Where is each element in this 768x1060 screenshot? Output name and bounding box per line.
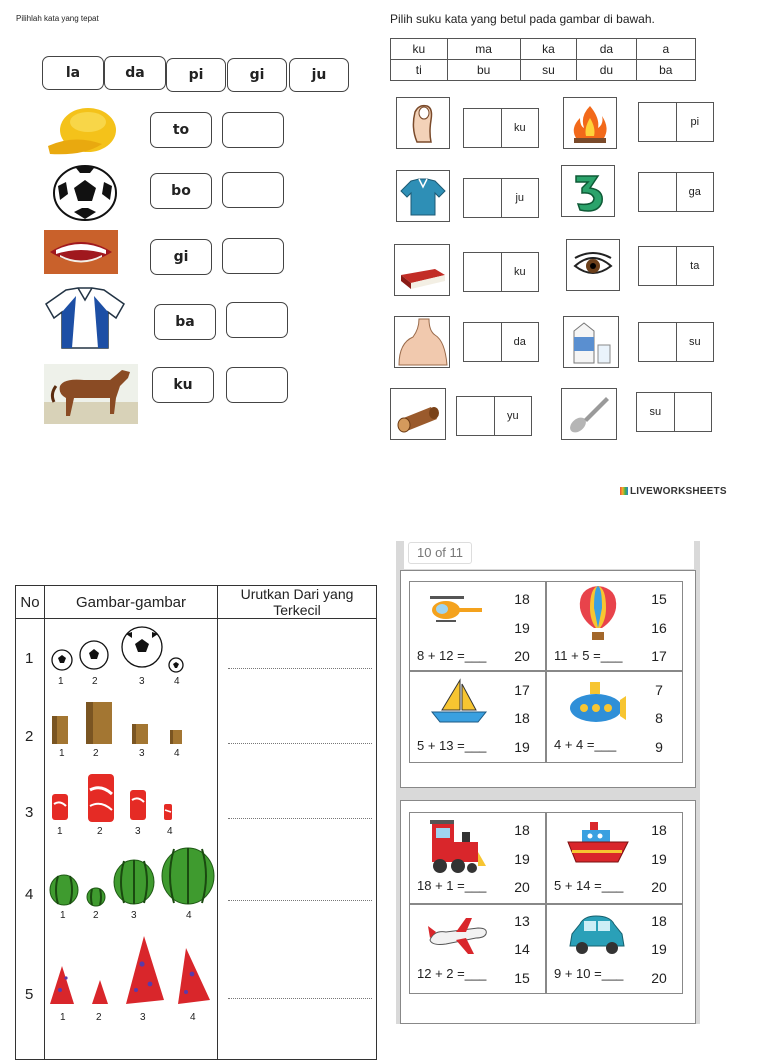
row-number: 3 [25, 804, 34, 821]
answer-option[interactable]: 19 [651, 941, 667, 957]
table-cell: ma [447, 39, 520, 60]
syllable-label: ta [690, 260, 700, 272]
syllable-label: su [688, 336, 701, 348]
book-picture [394, 244, 450, 296]
row-number: 4 [25, 886, 34, 903]
answer-option[interactable]: 20 [651, 970, 667, 986]
answer-option[interactable]: 18 [651, 913, 667, 929]
answer-option[interactable]: 20 [651, 879, 667, 895]
item-label: 1 [59, 748, 65, 759]
boxes-picture [48, 698, 188, 748]
syllable-box: gi [150, 239, 212, 275]
answer-option[interactable]: 20 [514, 648, 530, 664]
answer-option[interactable]: 15 [651, 591, 667, 607]
equation: 12 + 2 =___ [417, 966, 487, 981]
table-cell: ba [636, 60, 695, 81]
answer-option[interactable]: 18 [514, 591, 530, 607]
fire-picture [563, 97, 617, 149]
page-indicator: 10 of 11 [408, 542, 472, 564]
answer-box[interactable] [222, 238, 284, 274]
item-label: 2 [97, 826, 103, 837]
spoon-picture [561, 388, 617, 440]
choice-box[interactable]: gi [227, 58, 287, 92]
eye-picture [566, 239, 620, 291]
answer-slot[interactable] [464, 109, 502, 147]
item-label: 1 [58, 676, 64, 687]
shirt-picture [396, 170, 450, 222]
item-label: 4 [167, 826, 173, 837]
table-cell: ti [391, 60, 448, 81]
syllable-label: da [513, 336, 526, 348]
ws1-title: Pilihlah kata yang tepat [16, 14, 99, 23]
helicopter-picture [428, 592, 488, 628]
equation: 11 + 5 =___ [554, 648, 623, 663]
syllable-label: pi [690, 116, 700, 128]
answer-pair [638, 322, 714, 362]
item-label: 3 [140, 1012, 146, 1023]
liveworksheets-icon [620, 487, 628, 495]
hot-air-balloon-picture [576, 584, 620, 642]
answer-pair [463, 322, 539, 362]
car-picture [566, 912, 628, 958]
balls-picture [48, 620, 188, 676]
item-label: 3 [135, 826, 141, 837]
answer-line[interactable] [228, 818, 372, 819]
answer-line[interactable] [228, 900, 372, 901]
item-label: 4 [190, 1012, 196, 1023]
answer-option[interactable]: 13 [514, 913, 530, 929]
cap-picture [44, 104, 120, 160]
sailboat-picture [428, 678, 490, 724]
equation: 18 + 1 =___ [417, 878, 487, 893]
answer-option[interactable]: 18 [514, 822, 530, 838]
football-picture [52, 164, 118, 222]
answer-line[interactable] [228, 998, 372, 999]
answer-slot[interactable] [639, 323, 677, 361]
shoulder-picture [394, 316, 450, 368]
item-label: 2 [96, 1012, 102, 1023]
answer-box[interactable] [222, 172, 284, 208]
answer-option[interactable]: 19 [514, 851, 530, 867]
liveworksheets-logo [620, 486, 727, 497]
answer-box[interactable] [222, 112, 284, 148]
answer-option[interactable]: 8 [655, 710, 663, 726]
item-label: 3 [131, 910, 137, 921]
teeth-picture [44, 230, 118, 274]
answer-option[interactable]: 15 [514, 970, 530, 986]
header-order: Urutkan Dari yang Terkecil [218, 586, 377, 619]
answer-pair [456, 396, 532, 436]
answer-pair [636, 392, 712, 432]
item-label: 4 [174, 676, 180, 687]
ship-picture [566, 820, 630, 870]
table-cell: da [577, 39, 636, 60]
syllable-label: ku [513, 122, 526, 134]
table-cell: bu [447, 60, 520, 81]
table-cell: ku [391, 39, 448, 60]
answer-box[interactable] [226, 302, 288, 338]
row-number: 5 [25, 986, 34, 1003]
table-cell: su [520, 60, 577, 81]
syllable-label: ga [688, 186, 701, 198]
item-label: 1 [60, 910, 66, 921]
answer-option[interactable]: 19 [651, 851, 667, 867]
answer-slot[interactable] [464, 179, 502, 217]
answer-option[interactable]: 17 [651, 648, 667, 664]
table-cell: a [636, 39, 695, 60]
shirt-picture [44, 286, 126, 350]
answer-line[interactable] [228, 743, 372, 744]
choice-box[interactable]: ju [289, 58, 349, 92]
answer-slot[interactable] [464, 323, 502, 361]
answer-option[interactable]: 9 [655, 739, 663, 755]
item-label: 2 [92, 676, 98, 687]
answer-pair [463, 252, 539, 292]
syllable-table [390, 38, 696, 81]
answer-slot[interactable] [464, 253, 502, 291]
syllable-box: ku [152, 367, 214, 403]
answer-pair [638, 172, 714, 212]
row-number: 1 [25, 650, 34, 667]
syllable-label: ku [513, 266, 526, 278]
submarine-picture [566, 678, 628, 726]
item-label: 4 [186, 910, 192, 921]
log-picture [390, 388, 446, 440]
item-label: 1 [57, 826, 63, 837]
answer-option[interactable]: 14 [514, 941, 530, 957]
table-cell: ka [520, 39, 577, 60]
syllable-box: to [150, 112, 212, 148]
brand-label: LIVEWORKSHEETS [630, 486, 727, 497]
answer-slot[interactable] [639, 173, 677, 211]
answer-column [218, 619, 377, 1060]
party-hats-picture [46, 934, 218, 1008]
header-no: No [16, 586, 45, 619]
choice-box[interactable]: la [42, 56, 104, 90]
syllable-box: bo [150, 173, 212, 209]
item-label: 4 [174, 748, 180, 759]
syllable-label: yu [506, 410, 519, 422]
syllable-label: su [637, 393, 675, 431]
answer-slot[interactable] [639, 247, 677, 285]
watermelons-picture [46, 844, 218, 910]
choice-box[interactable]: da [104, 56, 166, 90]
header-pictures: Gambar-gambar [45, 586, 218, 619]
ws2-title: Pilih suku kata yang betul pada gambar di bawah. [390, 12, 655, 26]
answer-pair [463, 108, 539, 148]
horse-picture [44, 364, 138, 424]
equation: 4 + 4 =___ [554, 737, 617, 752]
answer-pair [463, 178, 539, 218]
answer-slot[interactable] [457, 397, 495, 435]
table-cell: du [577, 60, 636, 81]
answer-option[interactable]: 19 [514, 620, 530, 636]
airplane-picture [426, 914, 490, 958]
item-label: 2 [93, 748, 99, 759]
answer-slot[interactable] [675, 393, 712, 431]
equation: 9 + 10 =___ [554, 966, 624, 981]
train-picture [428, 816, 490, 876]
answer-box[interactable] [226, 367, 288, 403]
answer-option[interactable]: 16 [651, 620, 667, 636]
answer-option[interactable]: 17 [514, 682, 530, 698]
choice-box[interactable]: pi [166, 58, 226, 92]
answer-option[interactable]: 18 [514, 710, 530, 726]
answer-option[interactable]: 7 [655, 682, 663, 698]
answer-option[interactable]: 20 [514, 879, 530, 895]
answer-pair [638, 102, 714, 142]
answer-slot[interactable] [639, 103, 677, 141]
cans-picture [48, 772, 188, 826]
answer-option[interactable]: 18 [651, 822, 667, 838]
syllable-label: ju [515, 192, 525, 204]
number-three-picture [561, 165, 615, 217]
item-label: 1 [60, 1012, 66, 1023]
item-label: 3 [139, 748, 145, 759]
row-number: 2 [25, 728, 34, 745]
item-label: 3 [139, 676, 145, 687]
answer-pair [638, 246, 714, 286]
equation: 8 + 12 =___ [417, 648, 487, 663]
syllable-box: ba [154, 304, 216, 340]
answer-line[interactable] [228, 668, 372, 669]
finger-picture [396, 97, 450, 149]
equation: 5 + 14 =___ [554, 878, 624, 893]
answer-option[interactable]: 19 [514, 739, 530, 755]
equation: 5 + 13 =___ [417, 738, 487, 753]
milk-picture [563, 316, 619, 368]
item-label: 2 [93, 910, 99, 921]
